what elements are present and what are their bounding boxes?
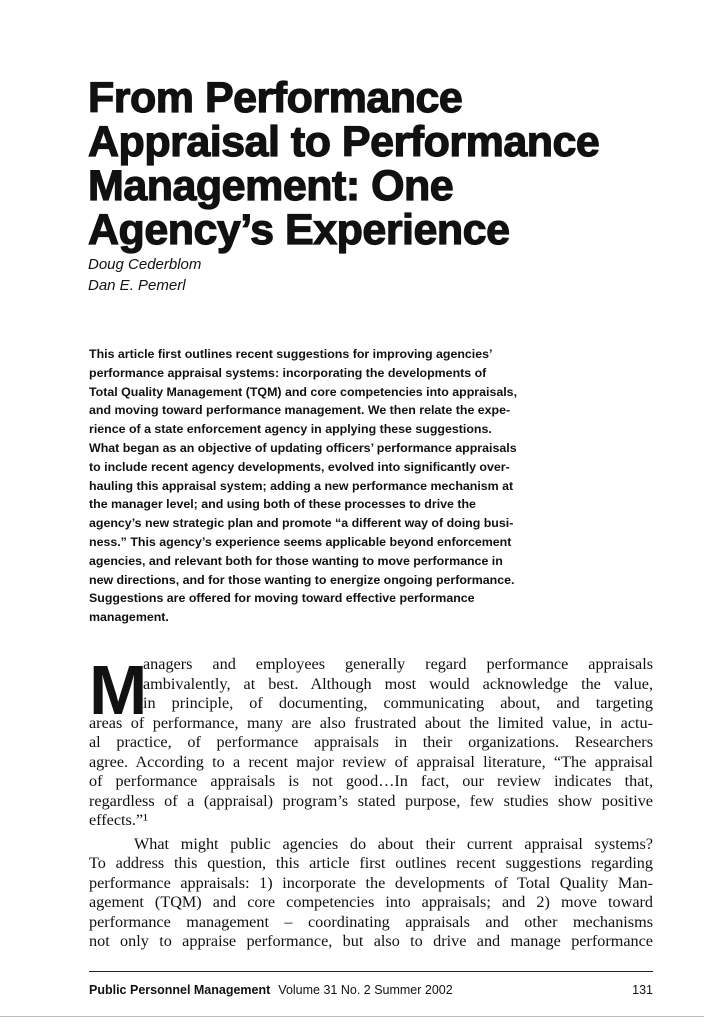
authors <box>88 254 201 296</box>
abstract-line: rience of a state enforcement agency in applying these suggestions. <box>89 422 492 437</box>
body-line: not only to appraise performance, but also to drive and manage performance <box>89 932 653 950</box>
abstract-line: the manager level; and using both of these processes to drive the <box>89 497 476 512</box>
page-footer <box>89 983 653 997</box>
abstract-line: agencies, and relevant both for those wanting to move performance in <box>89 553 503 568</box>
abstract-line: This article first outlines recent suggestions for improving agencies’ <box>89 347 493 361</box>
body-line: ambivalently, at best. Although most would acknowledge the value, <box>143 674 653 693</box>
body-line: of performance appraisals is not good…In fact, our review indicates that, <box>89 772 653 790</box>
abstract-line: ness.” This agency’s experience seems applicable beyond enforcement <box>89 534 512 549</box>
title-line: From Performance <box>88 74 463 122</box>
footer-rule <box>89 971 653 972</box>
body-line: effects.”¹ <box>89 811 148 829</box>
abstract-line: performance appraisal systems: incorporating the developments of <box>89 365 487 380</box>
author: Doug Cederblom <box>88 256 202 273</box>
body-line: al practice, of performance appraisals in their organizations. Researchers <box>89 733 653 751</box>
abstract-line: new directions, and for those wanting to energize ongoing performance. <box>89 572 515 587</box>
scan-edge <box>0 1016 704 1017</box>
abstract-line: What began as an objective of updating officers’ performance appraisals <box>89 440 517 455</box>
body-line: agree. According to a recent major review of appraisal literature, “The appraisal <box>89 752 653 771</box>
abstract-line: Total Quality Management (TQM) and core competencies into appraisals, <box>89 384 518 399</box>
body-line: performance appraisals: 1) incorporate the developments of Total Quality Man- <box>89 873 653 892</box>
body-text <box>89 651 653 952</box>
title-line: Management: One <box>88 162 454 210</box>
body-line: anagers and employees generally regard performance appraisals <box>143 655 653 673</box>
drop-cap: M <box>89 651 148 729</box>
title-line: Appraisal to Performance <box>88 118 600 166</box>
abstract <box>89 345 629 627</box>
abstract-line: hauling this appraisal system; adding a new performance mechanism at <box>89 478 514 493</box>
article-title <box>88 76 599 252</box>
page-number: 131 <box>632 983 653 997</box>
body-line: To address this question, this article first outlines recent suggestions regarding <box>89 854 653 872</box>
abstract-line: to include recent agency developments, evolved into significantly over- <box>89 459 510 474</box>
abstract-line: agency’s new strategic plan and promote “a different way of doing busi- <box>89 516 514 531</box>
body-line: areas of performance, many are also frustrated about the limited value, in actu- <box>89 713 653 732</box>
body-line: performance management – coordinating appraisals and other mechanisms <box>89 912 653 931</box>
title-line: Agency’s Experience <box>88 206 510 254</box>
abstract-line: Suggestions are offered for moving toward effective performance <box>89 591 475 606</box>
body-line: What might public agencies do about their current appraisal systems? <box>134 834 653 853</box>
journal-name: Public Personnel Management <box>89 983 271 997</box>
body-line: regardless of a (appraisal) program’s stated purpose, few studies show positive <box>89 791 653 810</box>
body-line: agement (TQM) and core competencies into appraisals; and 2) move toward <box>89 893 653 911</box>
abstract-line: and moving toward performance management. We then relate the expe- <box>89 403 511 418</box>
abstract-line: management. <box>89 610 169 625</box>
issue-info: Volume 31 No. 2 Summer 2002 <box>278 983 453 997</box>
body-line: in principle, of documenting, communicating about, and targeting <box>143 694 653 712</box>
author: Dan E. Pemerl <box>88 277 186 294</box>
